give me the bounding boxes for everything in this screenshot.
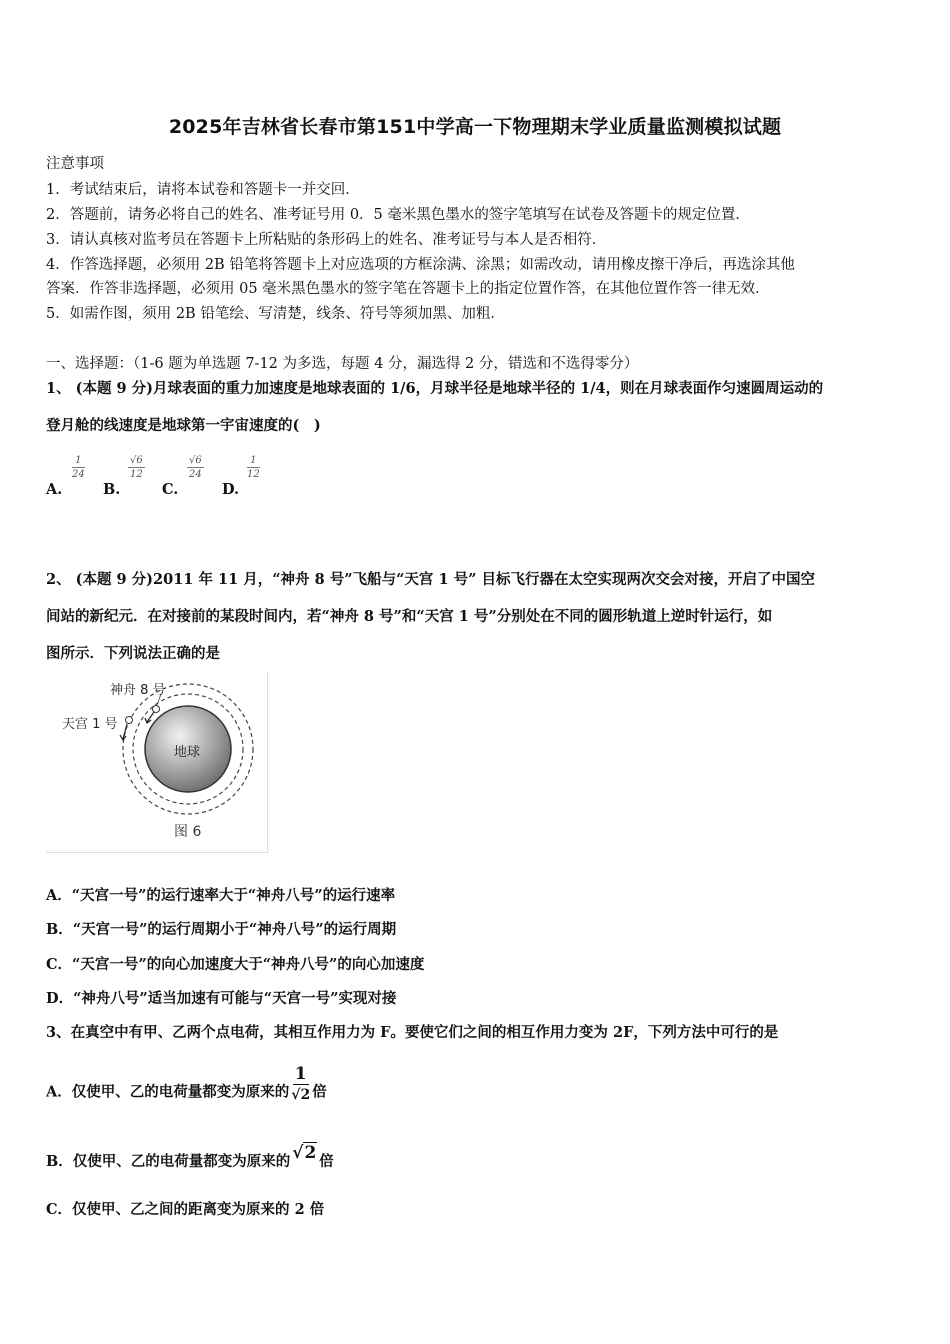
earth-label: 地球 (174, 745, 201, 760)
q3-option-b-radical: √2 (292, 1143, 317, 1163)
q2-stem-line2: 间站的新纪元．在对接前的某段时间内，若“神舟 8 号”和“天宫 1 号”分别处在不同的圆形轨道上逆时针运行，如 (46, 608, 773, 625)
notice-item: 答案．作答非选择题，必须用 05 毫米黑色墨水的签字笔在答题卡上的指定位置作答，在其他位置作答一律无效． (46, 281, 770, 297)
q2-stem-line3: 图所示．下列说法正确的是 (46, 645, 220, 662)
q2-stem-line1: 2、 (本题 9 分)2011 年 11 月，“神舟 8 号”飞船与“天宫 1 号” 目标飞行器在太空实现两次交会对接，开启了中国空 (46, 571, 815, 588)
q1-option-d-fraction: $\frac{1}{12}$ (247, 455, 260, 480)
q3-option-b-suffix: 倍 (319, 1153, 334, 1170)
q1-option-c-fraction: $\frac{√6}{24}$ (189, 455, 202, 480)
orbit-figure (46, 672, 268, 853)
q1-stem-line2: 登月舱的线速度是地球第一宇宙速度的( ) (46, 417, 321, 434)
q3-option-a-suffix: 倍 (312, 1083, 327, 1101)
q1-option-b-label: B. (103, 481, 121, 498)
orbit-diagram (46, 672, 267, 852)
q3-option-a-fraction: 1 √2 (291, 1064, 311, 1103)
q2-option-d: D．“神舟八号”适当加速有可能与“天宫一号”实现对接 (46, 990, 397, 1007)
q3-stem: 3、在真空中有甲、乙两个点电荷，其相互作用力为 F。要使它们之间的相互作用力变为 2F，下列方法中可行的是 (46, 1024, 779, 1041)
q3-option-b (46, 1143, 334, 1171)
q2-option-a: A．“天宫一号”的运行速率大于“神舟八号”的运行速率 (46, 887, 396, 904)
q1-stem-line1: 1、 (本题 9 分)月球表面的重力加速度是地球表面的 1/6，月球半径是地球半径的 1/4，则在月球表面作匀速圆周运动的 (46, 380, 824, 397)
section-heading: 一、选择题：（1-6 题为单选题 7-12 为多选，每题 4 分，漏选得 2 分，错选和不选得零分） (46, 356, 639, 372)
q1-option-a-label: A. (46, 481, 63, 498)
figure-caption: 图 6 (174, 824, 202, 840)
q3-option-c: C．仅使甲、乙之间的距离变为原来的 2 倍 (46, 1201, 325, 1218)
notice-item: 3．请认真核对监考员在答题卡上所粘贴的条形码上的姓名、准考证号与本人是否相符． (46, 232, 607, 248)
q3-option-b-text: B．仅使甲、乙的电荷量都变为原来的 (46, 1153, 291, 1170)
tiangong-satellite (126, 717, 133, 724)
tiangong-label: 天宫 1 号 (62, 717, 118, 732)
q1-option-c-label: C. (162, 481, 179, 498)
notice-item: 5．如需作图，须用 2B 铅笔绘、写清楚，线条、符号等须加黑、加粗． (46, 306, 505, 322)
q1-option-d-label: D. (222, 481, 240, 498)
notice-heading: 注意事项 (46, 156, 104, 172)
shenzhou-satellite (153, 706, 160, 713)
notice-item: 1．考试结束后，请将本试卷和答题卡一并交回． (46, 182, 360, 198)
shenzhou-label: 神舟 8 号 (110, 683, 166, 698)
q3-option-a-text: A．仅使甲、乙的电荷量都变为原来的 (46, 1083, 290, 1101)
page-title: 2025年吉林省长春市第151中学高一下物理期末学业质量监测模拟试题 (168, 116, 782, 138)
q2-option-b: B．“天宫一号”的运行周期小于“神舟八号”的运行周期 (46, 921, 397, 938)
q2-option-c: C．“天宫一号”的向心加速度大于“神舟八号”的向心加速度 (46, 956, 425, 973)
q1-option-b-fraction: $\frac{√6}{12}$ (130, 455, 143, 480)
q1-option-a-fraction: $\frac{1}{24}$ (72, 455, 85, 480)
notice-item: 4．作答选择题，必须用 2B 铅笔将答题卡上对应选项的方框涂满、涂黑；如需改动，请用橡皮擦干净后，再选涂其他 (46, 257, 795, 273)
q3-option-a (46, 1064, 327, 1113)
notice-item: 2．答题前，请务必将自己的姓名、准考证号用 0．5 毫米黑色墨水的签字笔填写在试卷及答题卡的规定位置． (46, 207, 750, 223)
